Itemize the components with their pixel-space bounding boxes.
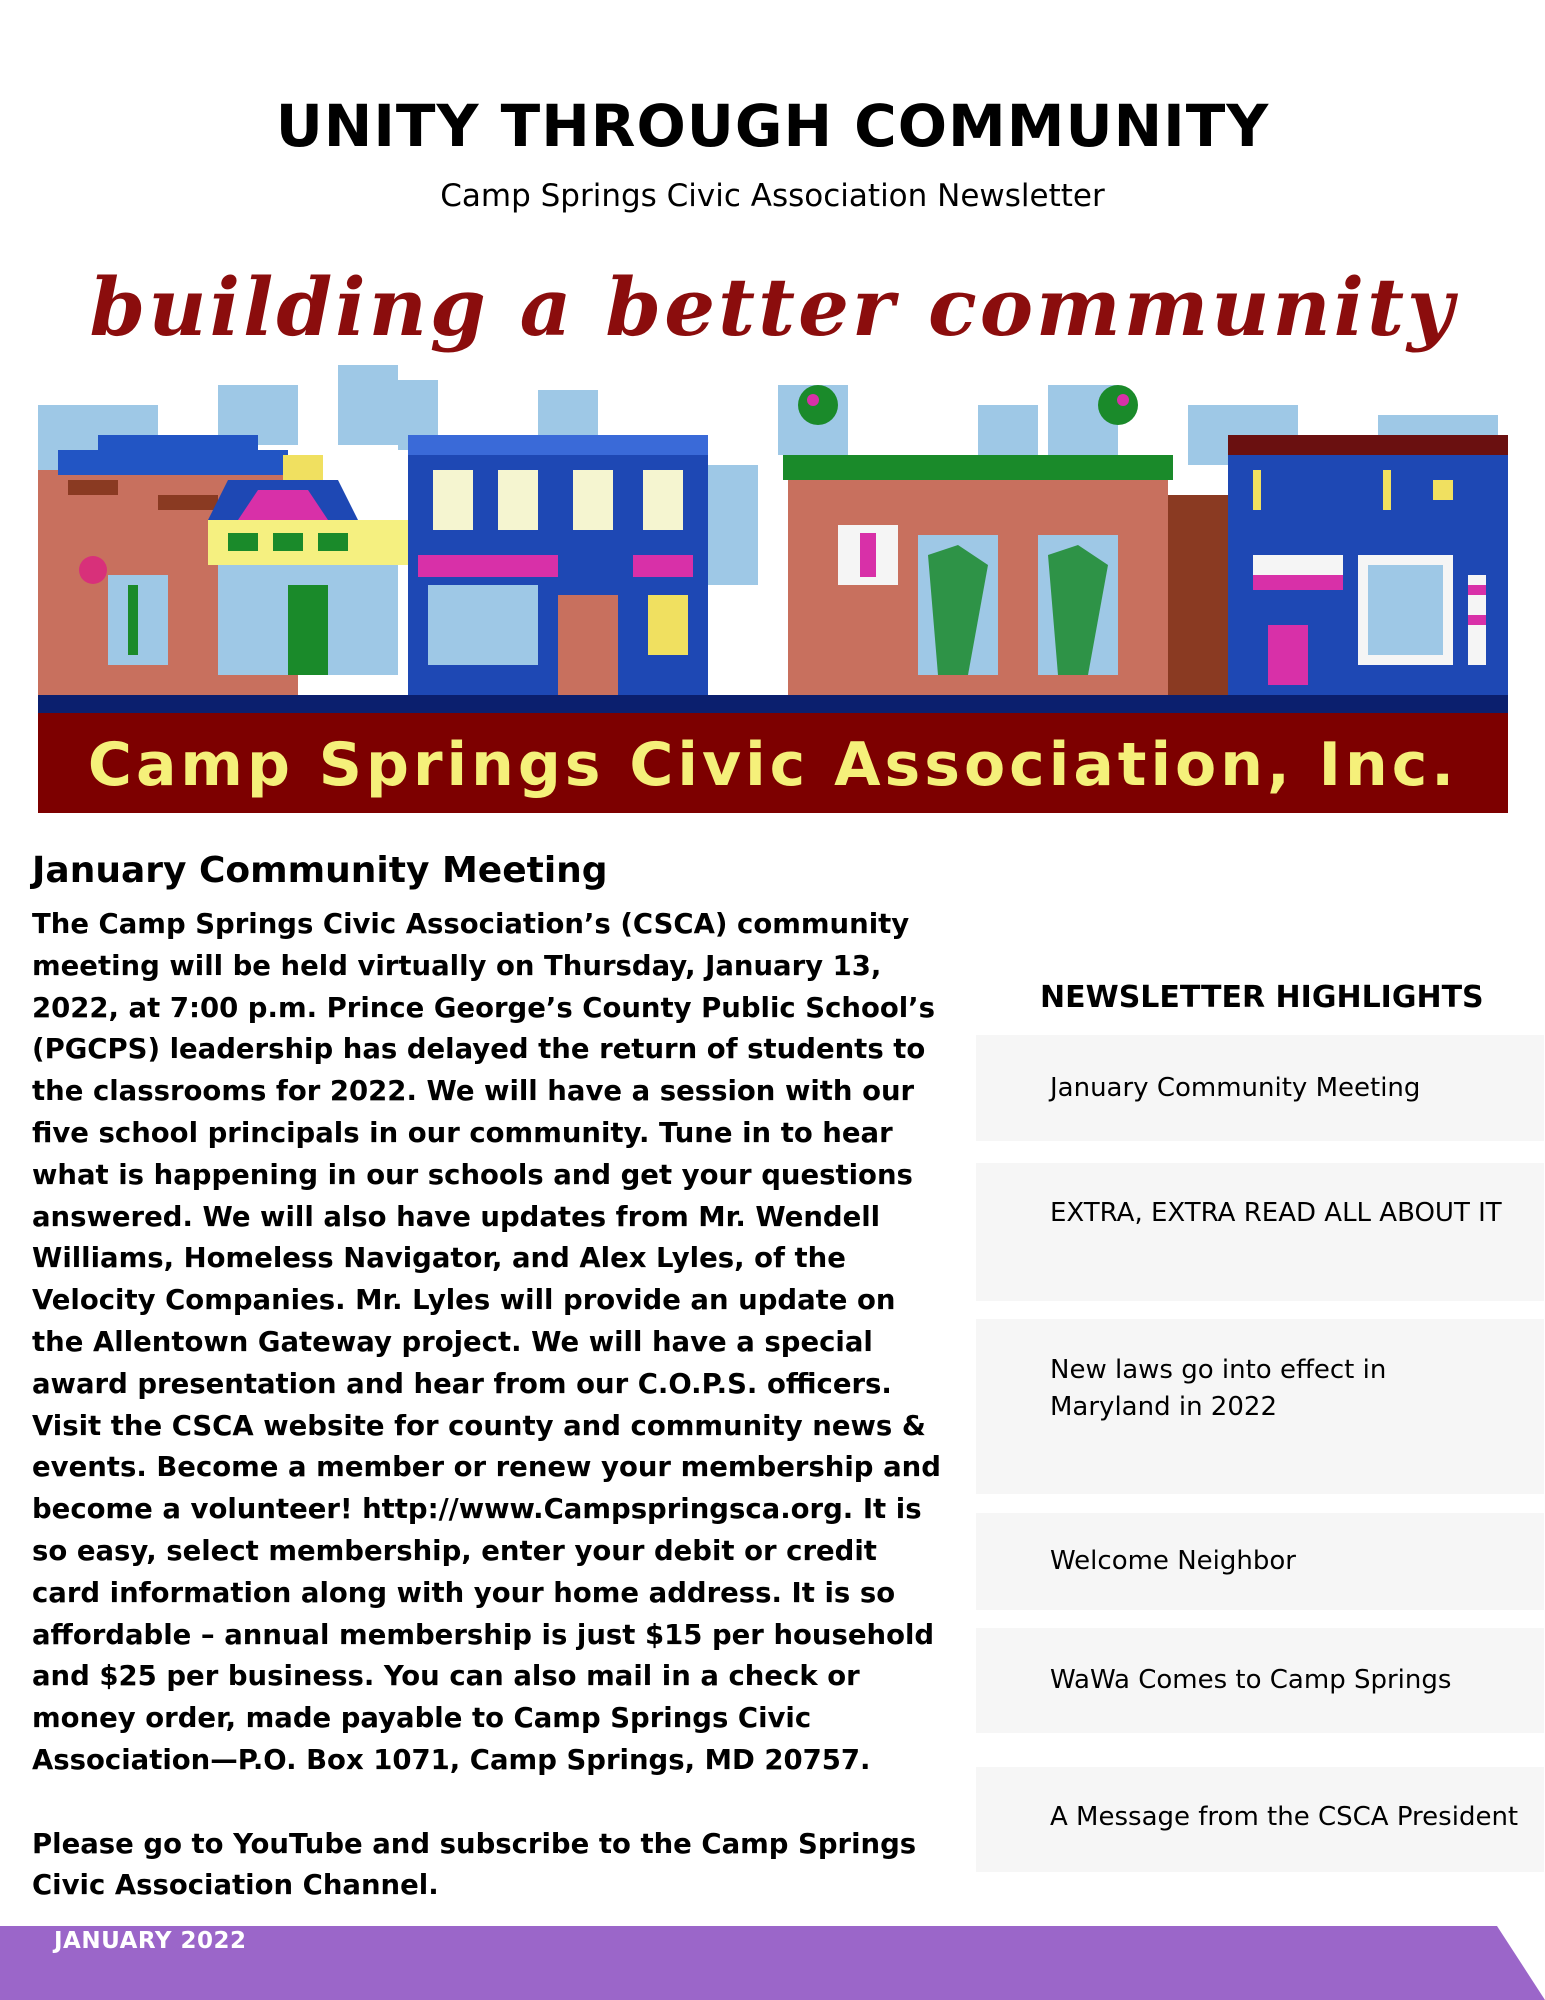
highlight-item-label: EXTRA, EXTRA READ ALL ABOUT IT bbox=[1050, 1198, 1502, 1228]
highlights-title: NEWSLETTER HIGHLIGHTS bbox=[1040, 980, 1484, 1015]
newsletter-subtitle: Camp Springs Civic Association Newsletter bbox=[440, 178, 1105, 214]
highlight-item-label: January Community Meeting bbox=[1050, 1073, 1421, 1103]
article-paragraph: The Camp Springs Civic Association’s (CSCA) community meeting will be held virtually on Thursday, January 13, 2022, at 7:00 p.m. Prince George’s County Public School’s (PGCPS) leadership has delayed the return of students to the classrooms for 2022. We will have a session with our five school principals in our community. Tune in to hear what is happening in our schools and get your questions answered. We will also have updates from Mr. Wendell Williams, Homeless Navigator, and Alex Lyles, of the Velocity Companies. Mr. Lyles will provide an update on the Allentown Gateway project. We will have a special award presentation and hear from our C.O.P.S. officers. bbox=[32, 908, 936, 1400]
newsletter-title: UNITY THROUGH COMMUNITY bbox=[275, 92, 1270, 160]
article-body bbox=[32, 904, 952, 1907]
highlight-item[interactable] bbox=[976, 1513, 1544, 1610]
highlight-item[interactable] bbox=[976, 1628, 1544, 1733]
highlight-item-label: WaWa Comes to Camp Springs bbox=[1050, 1665, 1452, 1695]
highlight-item[interactable] bbox=[976, 1767, 1544, 1872]
highlight-item[interactable] bbox=[976, 1319, 1544, 1494]
article-paragraph: Visit the CSCA website for county and community news & events. Become a member or renew your membership and become a volunteer! http://www.Campspringsca.org. It is so easy, select membership, enter your debit or credit card information along with your home address. It is so affordable – annual membership is just $15 per household and $25 per business. You can also mail in a check or money order, made payable to Camp Springs Civic Association—P.O. Box 1071, Camp Springs, MD 20757. bbox=[32, 1409, 941, 1776]
issue-date: JANUARY 2022 bbox=[54, 1928, 247, 1954]
article-heading: January Community Meeting bbox=[32, 850, 608, 891]
highlight-item[interactable] bbox=[976, 1163, 1544, 1301]
article-paragraph: Please go to YouTube and subscribe to the Camp Springs Civic Association Channel. bbox=[32, 1827, 917, 1902]
highlight-item-label: Welcome Neighbor bbox=[1050, 1546, 1296, 1576]
banner-tagline: building a better community bbox=[89, 260, 1457, 354]
banner-org-name: Camp Springs Civic Association, Inc. bbox=[87, 730, 1459, 800]
highlight-item-label: A Message from the CSCA President bbox=[1050, 1802, 1519, 1832]
highlight-item[interactable] bbox=[976, 1035, 1544, 1141]
community-banner-image bbox=[38, 255, 1508, 813]
highlight-item-label: New laws go into effect in Maryland in 2022 bbox=[1050, 1355, 1387, 1422]
